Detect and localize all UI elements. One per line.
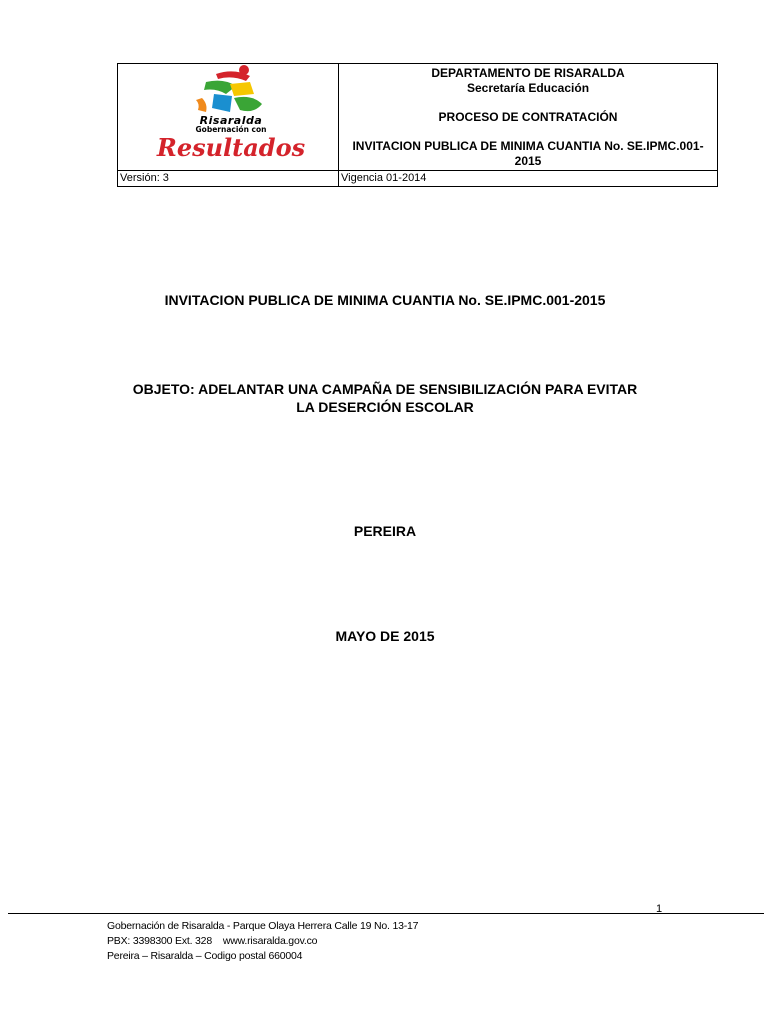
logo-word-risaralda: Risaralda — [199, 114, 263, 127]
footer — [107, 919, 418, 964]
logo-word-gobernacion: Gobernación con — [195, 125, 267, 134]
header-info-cell — [339, 64, 718, 171]
process-name: PROCESO DE CONTRATACIÓN — [438, 110, 618, 124]
header-table — [117, 63, 718, 187]
object-line-1: OBJETO: ADELANTAR UNA CAMPAÑA DE SENSIBILIZACIÓN PARA EVITAR — [132, 381, 638, 397]
footer-phone-web: PBX: 3398300 Ext. 328 www.risaralda.gov.co — [107, 935, 318, 947]
validity-cell: Vigencia 01-2014 — [339, 171, 718, 187]
document-title: INVITACION PUBLICA DE MINIMA CUANTIA No. SE.IPMC.001-2015 — [164, 292, 606, 308]
footer-postal: Pereira – Risaralda – Codigo postal 660004 — [107, 950, 303, 962]
logo-cell — [118, 64, 339, 171]
invitation-line-2: 2015 — [514, 154, 542, 168]
secretariat-name: Secretaría Educación — [466, 81, 590, 95]
page-number: 1 — [656, 903, 663, 915]
object-statement — [0, 380, 770, 416]
spacer — [339, 125, 717, 139]
logo-word-resultados: Resultados — [156, 133, 306, 162]
runner-emblem-icon — [146, 64, 316, 116]
document-date: MAYO DE 2015 — [335, 628, 435, 644]
city-name: PEREIRA — [353, 523, 417, 539]
risaralda-logo — [146, 64, 316, 168]
version-cell: Versión: 3 — [118, 171, 339, 187]
object-line-2: LA DESERCIÓN ESCOLAR — [296, 399, 474, 415]
footer-divider — [8, 913, 764, 914]
spacer — [339, 96, 717, 110]
footer-address: Gobernación de Risaralda - Parque Olaya Herrera Calle 19 No. 13-17 — [107, 920, 419, 932]
department-name: DEPARTAMENTO DE RISARALDA — [431, 66, 625, 80]
invitation-line-1: INVITACION PUBLICA DE MINIMA CUANTIA No. SE.IPMC.001- — [352, 139, 704, 153]
